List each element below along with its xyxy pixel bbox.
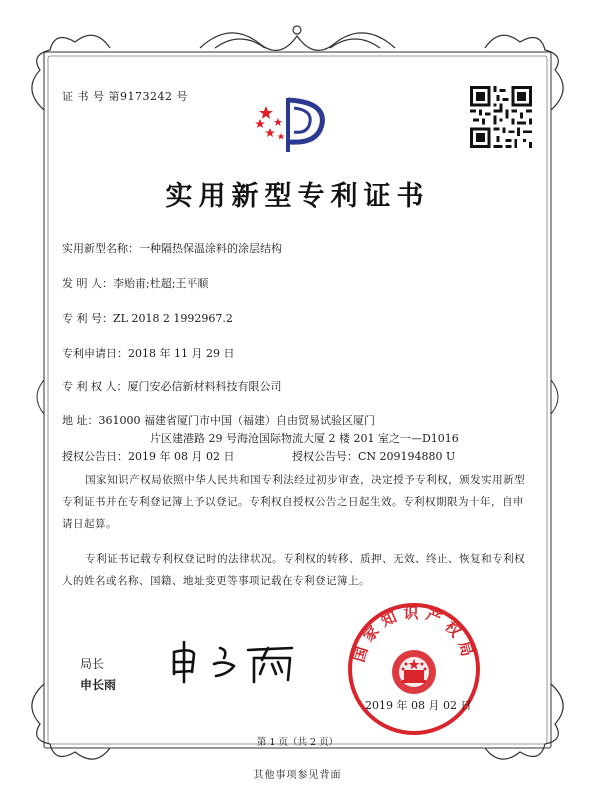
official-seal xyxy=(345,600,483,738)
field-value: 2019 年 08 月 02 日 xyxy=(128,450,235,463)
field-value: 一种隔热保温涂料的涂层结构 xyxy=(139,242,282,255)
field-label: 发 明 人： xyxy=(62,277,113,290)
field-value: ZL 2018 2 1992967.2 xyxy=(113,312,233,325)
field-value: 厦门安必信新材料科技有限公司 xyxy=(127,380,282,393)
field-utility-model-name xyxy=(62,240,282,256)
legal-status-paragraph: 专利证书记载专利权登记时的法律状况。专利权的转移、质押、无效、终止、恢复和专利权人的姓名或名称、国籍、地址变更等事项记载在专利登记簿上。 xyxy=(62,553,526,587)
svg-text:国家知识产权局: 国家知识产权局 xyxy=(349,604,479,665)
field-patentee xyxy=(62,378,282,394)
field-label: 实用新型名称： xyxy=(62,242,139,255)
grant-statement-paragraph: 国家知识产权局依照中华人民共和国专利法经过初步审查，决定授予专利权，颁发实用新型专利证书并在专利登记簿上予以登记。专利权自授权公告之日起生效。专利权期限为十年，自申请日起算。 xyxy=(62,474,526,530)
field-value: 361000 福建省厦门市中国（福建）自由贸易试验区厦门 xyxy=(98,414,375,427)
director-name: 申长雨 xyxy=(80,678,117,692)
field-grant-number xyxy=(292,448,455,464)
field-patent-number xyxy=(62,310,233,326)
field-value: 片区建港路 29 号海沧国际物流大厦 2 楼 201 室之一—D1016 xyxy=(150,432,459,445)
field-value: CN 209194880 U xyxy=(358,450,456,463)
certificate-title: 实用新型专利证书 xyxy=(165,181,430,212)
director-signature xyxy=(162,636,312,686)
certificate-number: 证 书 号 第9173242 号 xyxy=(62,90,188,103)
field-label: 地 址： xyxy=(62,414,99,427)
field-label: 专利申请日： xyxy=(62,347,128,360)
qr-code xyxy=(470,86,532,148)
field-value: 李贻甫;杜超;王平顺 xyxy=(113,277,209,290)
field-inventor xyxy=(62,275,208,291)
field-label: 专 利 号： xyxy=(62,312,113,325)
page-indicator: 第 1 页（共 2 页） xyxy=(256,737,339,748)
field-value: 2018 年 11 月 29 日 xyxy=(128,347,235,360)
field-label: 授权公告日： xyxy=(62,450,128,463)
field-label: 专 利 权 人： xyxy=(62,380,128,393)
field-label: 授权公告号： xyxy=(292,450,358,463)
footer-note: 其他事项参见背面 xyxy=(253,770,342,781)
cnipa-logo xyxy=(248,86,330,158)
director-title: 局长 xyxy=(80,657,105,671)
field-address xyxy=(62,412,375,428)
field-filing-date xyxy=(62,345,234,361)
seal-date: 2019 年 08 月 02 日 xyxy=(365,699,472,712)
field-grant-date xyxy=(62,448,234,464)
field-address-line2 xyxy=(150,430,459,446)
